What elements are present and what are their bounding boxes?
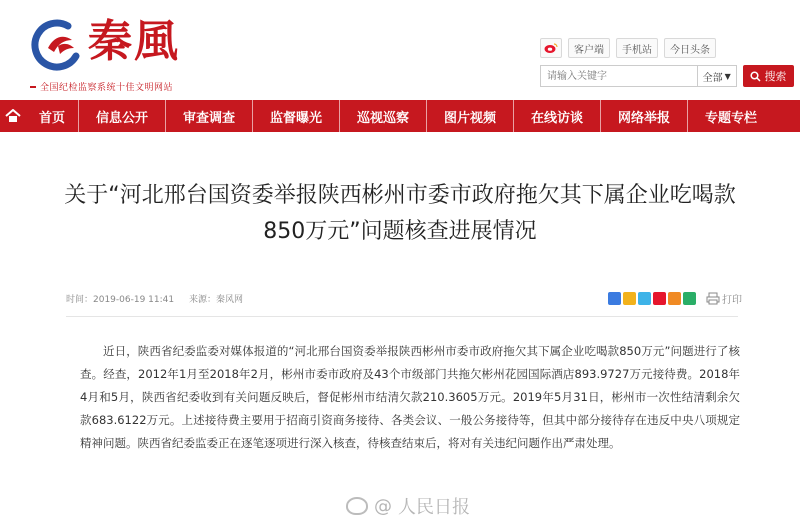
house-icon (5, 109, 21, 123)
nav-item-label: 监督曝光 (269, 110, 322, 126)
main-nav (0, 100, 800, 132)
share-qzone-icon[interactable] (623, 292, 636, 305)
article-title-line-2: 850万元”问题核查进展情况 (263, 219, 537, 244)
watermark (346, 493, 470, 519)
nav-item-online-report[interactable] (601, 100, 687, 132)
nav-item-label: 网络举报 (617, 110, 670, 126)
share-bar (608, 292, 696, 305)
article-body: 近日，陕西省纪委监委对媒体报道的“河北邢台国资委举报陕西彬州市委市政府拖欠其下属企业吃喝款850万元”问题进行了核查。经查，2012年1月至2018年2月，彬州市委市政府及43个市级部门共拖欠彬州花园国际酒店893.9727万元接待费。2018年4月和5月，陕西省纪委收到有关问题反映后，督促彬州市结清欠款210.3605万元。2019年5月31日，彬州市一次性结清剩余欠款683.6122万元。上述接待费主要用于招商引资商务接待、各类会议、一般公务接待等，但其中部分接待存在违反中央八项规定精神问题。陕西省纪委监委正在逐笔逐项进行深入核查，待核查结束后，将对有关违纪问题作出严肃处理。 (80, 344, 740, 450)
share-wechat-icon[interactable] (683, 292, 696, 305)
logo-text: 秦風 (88, 16, 180, 67)
client-app-label: 客户端 (574, 44, 604, 56)
nav-item-label: 首页 (38, 110, 65, 126)
weibo-watermark-icon (346, 497, 368, 515)
search-bar (540, 65, 794, 87)
toutiao-label: 今日头条 (670, 44, 710, 56)
site-slogan: 全国纪检监察系统十佳文明网站 (40, 83, 174, 93)
nav-item-inspection[interactable] (340, 100, 426, 132)
toutiao-link[interactable] (664, 38, 716, 58)
article-header (64, 178, 736, 250)
watermark-text: 人民日报 (398, 497, 470, 518)
nav-item-label: 审查调查 (182, 110, 235, 126)
article-title-line-1: 关于“河北邢台国资委举报陕西彬州市委市政府拖欠其下属企业吃喝款 (64, 183, 736, 208)
article-time: 时间：2019-06-19 11:41 (66, 295, 175, 305)
at-sign: @ (374, 495, 392, 517)
meta-divider (66, 316, 738, 317)
weibo-link[interactable] (540, 38, 562, 58)
nav-item-home[interactable] (26, 100, 78, 132)
nav-item-label: 信息公开 (95, 110, 148, 126)
slogan-divider (30, 86, 36, 88)
nav-item-info-disclosure[interactable] (79, 100, 165, 132)
article-source: 来源：秦风网 (188, 295, 243, 305)
share-plus-icon[interactable] (608, 292, 621, 305)
nav-item-review-investigation[interactable] (166, 100, 252, 132)
share-tencent-weibo-icon[interactable] (638, 292, 651, 305)
weibo-icon (544, 42, 558, 54)
mobile-site-label: 手机站 (622, 44, 652, 56)
printer-icon (706, 292, 720, 305)
chevron-down-icon: ▼ (724, 71, 731, 81)
share-renren-icon[interactable] (668, 292, 681, 305)
client-app-link[interactable] (568, 38, 610, 58)
nav-item-label: 在线访谈 (530, 110, 583, 126)
site-header (0, 0, 800, 100)
nav-item-supervision-exposure[interactable] (253, 100, 339, 132)
nav-item-label: 巡视巡察 (356, 110, 409, 126)
nav-item-label: 专题专栏 (704, 110, 757, 126)
nav-item-label: 图片视频 (443, 110, 496, 126)
search-icon (750, 71, 761, 82)
home-icon[interactable] (0, 100, 26, 132)
mobile-site-link[interactable] (616, 38, 658, 58)
nav-item-special-topics[interactable] (688, 100, 774, 132)
share-weibo-icon[interactable] (653, 292, 666, 305)
print-button[interactable] (706, 291, 742, 306)
top-links (540, 38, 716, 58)
search-input[interactable] (540, 65, 698, 87)
search-button-label: 搜索 (764, 70, 787, 83)
site-logo[interactable] (28, 14, 198, 74)
search-scope-select[interactable] (698, 65, 737, 87)
print-label: 打印 (722, 295, 742, 306)
nav-item-photo-video[interactable] (427, 100, 513, 132)
nav-item-online-interview[interactable] (514, 100, 600, 132)
logo-emblem-icon (28, 16, 84, 72)
search-button[interactable] (743, 65, 794, 87)
search-scope-value: 全部 (702, 72, 723, 84)
